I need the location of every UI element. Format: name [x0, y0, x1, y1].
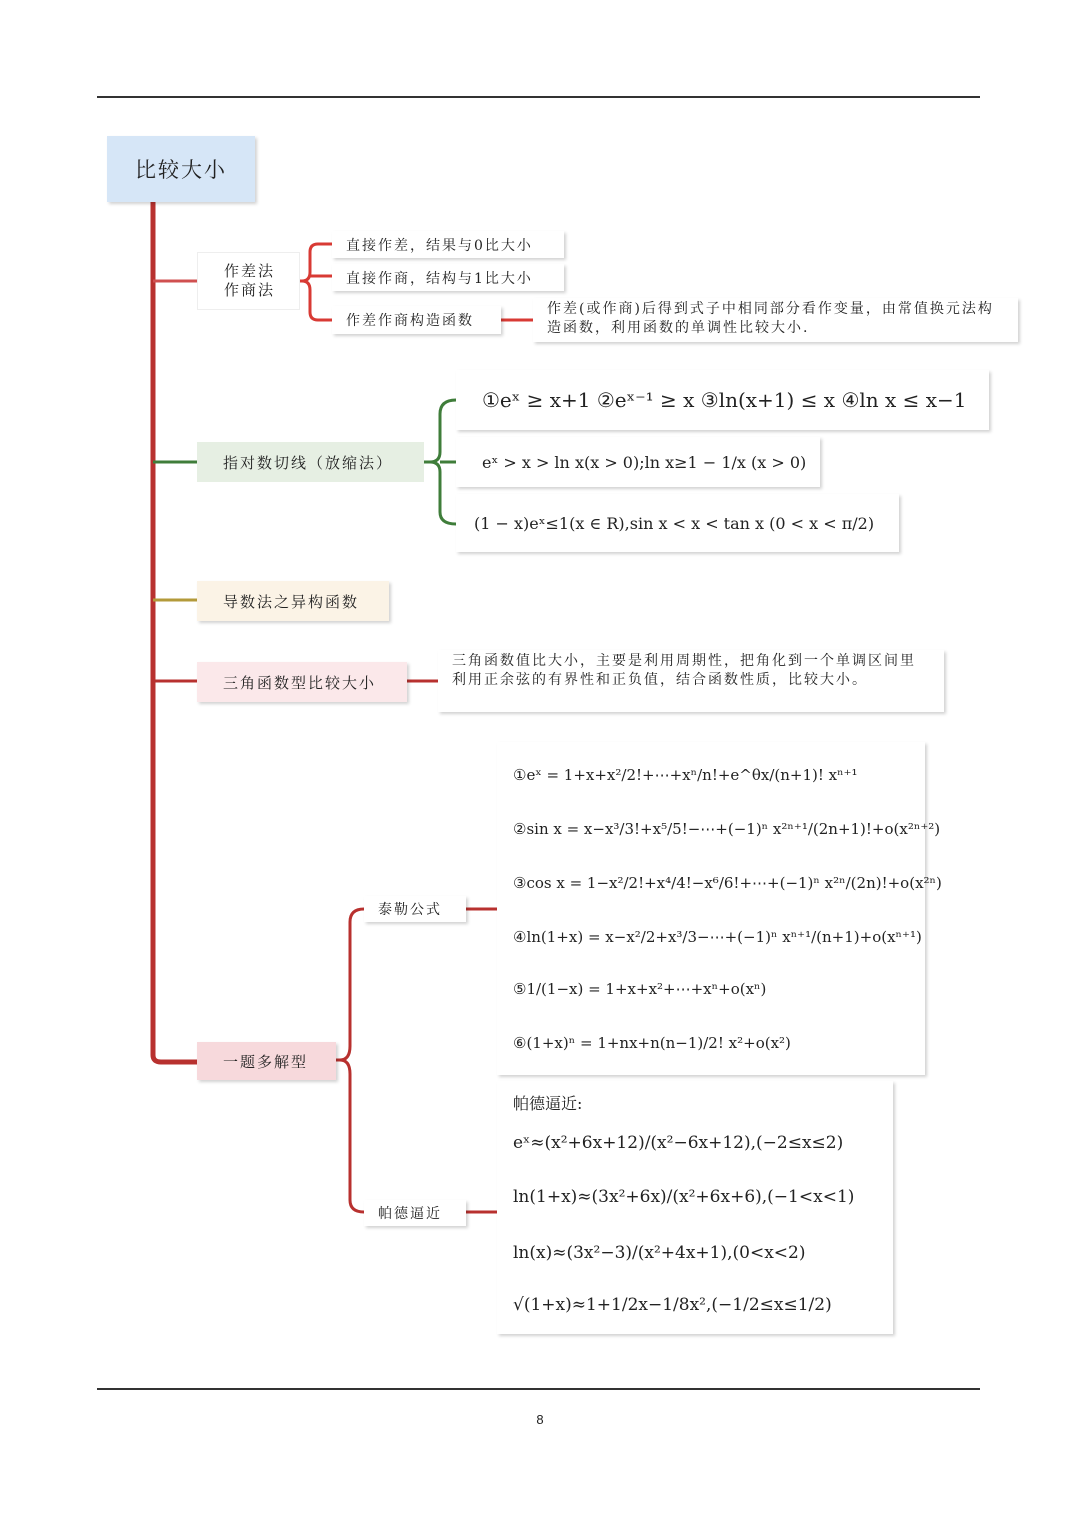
formula-tangent-1-text: ①eˣ ≥ x+1 ②eˣ⁻¹ ≥ x ③ln(x+1) ≤ x ④ln x ≤ x−1 — [482, 388, 967, 412]
leaf-direct-difference — [332, 231, 564, 258]
formula-tangent-3 — [456, 494, 899, 552]
branch-difference-quotient — [197, 252, 300, 310]
taylor-panel — [497, 742, 942, 1075]
root-node — [107, 136, 255, 202]
leaf-direct-difference-label: 直接作差，结果与0比大小 — [346, 237, 533, 254]
branch-difference-quotient-label: 作差法 作商法 — [224, 262, 276, 299]
pade-formula-1: eˣ≈(x²+6x+12)/(x²−6x+12),(−2≤x≤2) — [513, 1133, 844, 1153]
leaf-construct-function-label: 作差作商构造函数 — [346, 313, 474, 329]
note-construct-function — [533, 298, 1018, 342]
formula-tangent-1 — [456, 370, 989, 430]
taylor-formula-6: ⑥(1+x)ⁿ = 1+nx+n(n−1)/2! x²+o(x²) — [513, 1034, 791, 1052]
branch-multi-solution — [197, 1042, 336, 1080]
branch-derivative-isomorphic — [197, 581, 389, 621]
pade-title: 帕德逼近: — [513, 1094, 583, 1113]
leaf-construct-function — [332, 306, 501, 334]
taylor-formula-5: ⑤1/(1−x) = 1+x+x²+⋯+xⁿ+o(xⁿ) — [513, 980, 767, 998]
pade-formula-4: √(1+x)≈1+1/2x−1/8x²,(−1/2≤x≤1/2) — [513, 1295, 832, 1315]
branch-multi-solution-label: 一题多解型 — [223, 1052, 309, 1071]
note-trig-compare — [438, 650, 944, 712]
leaf-direct-quotient — [332, 264, 564, 291]
branch-derivative-isomorphic-label: 导数法之异构函数 — [223, 592, 360, 611]
pade-panel — [497, 1081, 893, 1334]
sub-taylor — [364, 896, 466, 922]
branch-tangent-scaling — [197, 442, 424, 482]
page-number: 8 — [536, 1412, 544, 1427]
taylor-formula-1: ①eˣ = 1+x+x²/2!+⋯+xⁿ/n!+e^θx/(n+1)! xⁿ⁺¹ — [513, 766, 858, 784]
pade-formula-3: ln(x)≈(3x²−3)/(x²+4x+1),(0<x<2) — [513, 1243, 806, 1263]
sub-taylor-label: 泰勒公式 — [378, 902, 442, 918]
sub-pade-label: 帕德逼近 — [378, 1206, 442, 1222]
note-trig-compare-text: 三角函数值比大小，主要是利用周期性，把角化到一个单调区间里利用正余弦的有界性和正负值，结合函数性质，比较大小。 — [452, 653, 916, 688]
formula-tangent-3-text: (1 − x)eˣ≤1(x ∈ R),sin x < x < tan x (0 < x < π/2) — [474, 513, 875, 533]
formula-tangent-2-text: eˣ > x > ln x(x > 0);ln x≥1 − 1/x (x > 0) — [482, 452, 807, 472]
branch-trig-compare-label: 三角函数型比较大小 — [223, 673, 377, 692]
taylor-formula-3: ③cos x = 1−x²/2!+x⁴/4!−x⁶/6!+⋯+(−1)ⁿ x²ⁿ/(2n)!+o(x²ⁿ) — [513, 874, 942, 892]
leaf-direct-quotient-label: 直接作商，结构与1比大小 — [346, 270, 533, 287]
branch-trig-compare — [197, 662, 407, 702]
note-construct-function-text: 作差(或作商)后得到式子中相同部分看作变量，由常值换元法构造函数，利用函数的单调性比较大小. — [547, 301, 994, 336]
taylor-formula-4: ④ln(1+x) = x−x²/2+x³/3−⋯+(−1)ⁿ xⁿ⁺¹/(n+1)+o(xⁿ⁺¹) — [513, 928, 922, 946]
sub-pade — [364, 1200, 466, 1226]
branch-tangent-scaling-label: 指对数切线（放缩法） — [223, 453, 394, 472]
taylor-formula-2: ②sin x = x−x³/3!+x⁵/5!−⋯+(−1)ⁿ x²ⁿ⁺¹/(2n+1)!+o(x²ⁿ⁺²) — [513, 820, 941, 838]
root-label: 比较大小 — [135, 158, 227, 182]
pade-formula-2: ln(1+x)≈(3x²+6x)/(x²+6x+6),(−1<x<1) — [513, 1187, 855, 1207]
formula-tangent-2 — [456, 437, 820, 487]
